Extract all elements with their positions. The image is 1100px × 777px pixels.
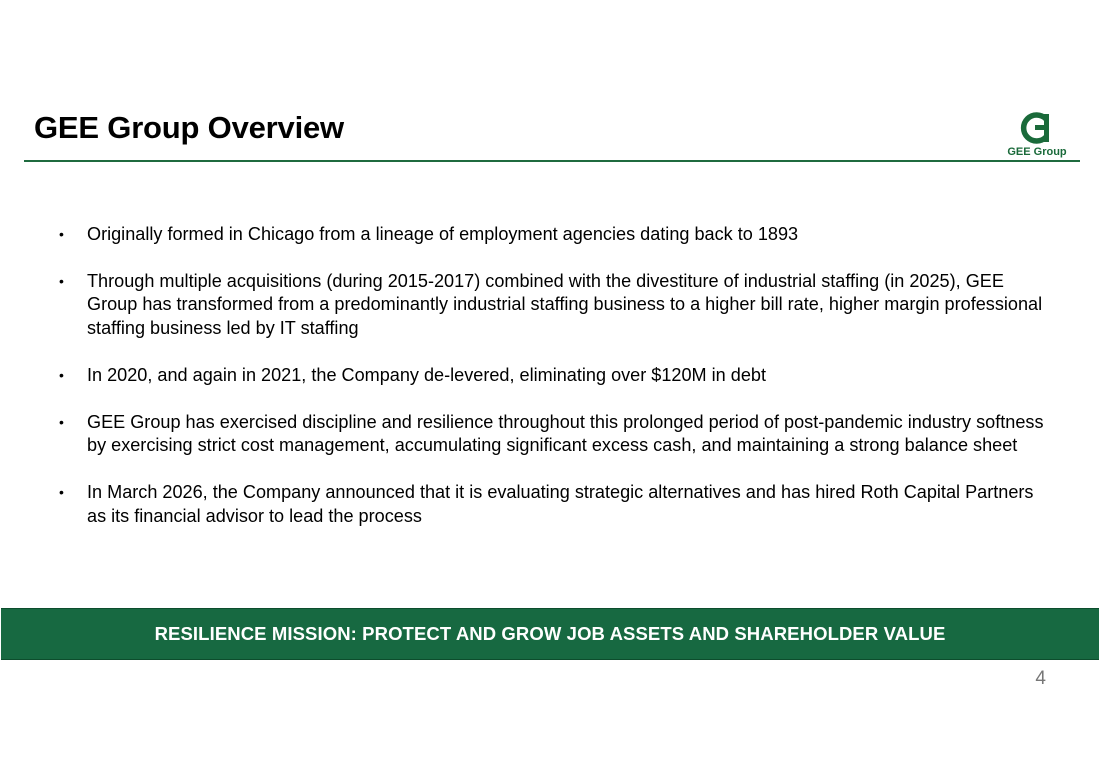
bullet-text: In 2020, and again in 2021, the Company de-levered, eliminating over $120M in debt	[87, 364, 766, 385]
bullet-dot-icon: •	[59, 366, 64, 383]
mission-banner	[1, 608, 1099, 660]
page-number: 4	[1035, 668, 1046, 689]
bullet-dot-icon: •	[59, 484, 64, 501]
bullet-item	[56, 481, 1046, 527]
bullet-text: Originally formed in Chicago from a lineage of employment agencies dating back to 1893	[87, 224, 799, 244]
title-divider	[24, 160, 1080, 162]
bullet-text: Through multiple acquisitions (during 2015-2017) combined with the divestiture of industrial staffing (in 2025), GEE Group has transformed from a predominantly industrial staffing business to a higher bill rate, higher margin professional staffing business led by IT staffing	[87, 271, 1043, 338]
gee-group-logo	[1000, 110, 1074, 158]
bullet-item	[56, 270, 1046, 340]
slide-title: GEE Group Overview	[34, 110, 344, 145]
bullet-item	[56, 411, 1046, 457]
logo-wordmark: GEE Group	[1007, 146, 1067, 158]
mission-statement: RESILIENCE MISSION: PROTECT AND GROW JOB ASSETS AND SHAREHOLDER VALUE	[154, 623, 946, 644]
bullet-dot-icon: •	[59, 273, 64, 290]
bullet-dot-icon: •	[59, 414, 64, 431]
gee-logo-icon	[1016, 110, 1056, 146]
bullet-item	[56, 364, 1046, 387]
bullet-dot-icon: •	[59, 226, 64, 242]
bullet-item	[56, 223, 1046, 246]
bullet-text: GEE Group has exercised discipline and resilience throughout this prolonged period of post-pandemic industry softness by exercising strict cost management, accumulating significant excess cash, and maintaining a strong balance sheet	[87, 412, 1044, 456]
overview-bullet-list	[56, 223, 1046, 552]
bullet-text: In March 2026, the Company announced that it is evaluating strategic alternatives and has hired Roth Capital Partners as its financial advisor to lead the process	[87, 482, 1034, 526]
